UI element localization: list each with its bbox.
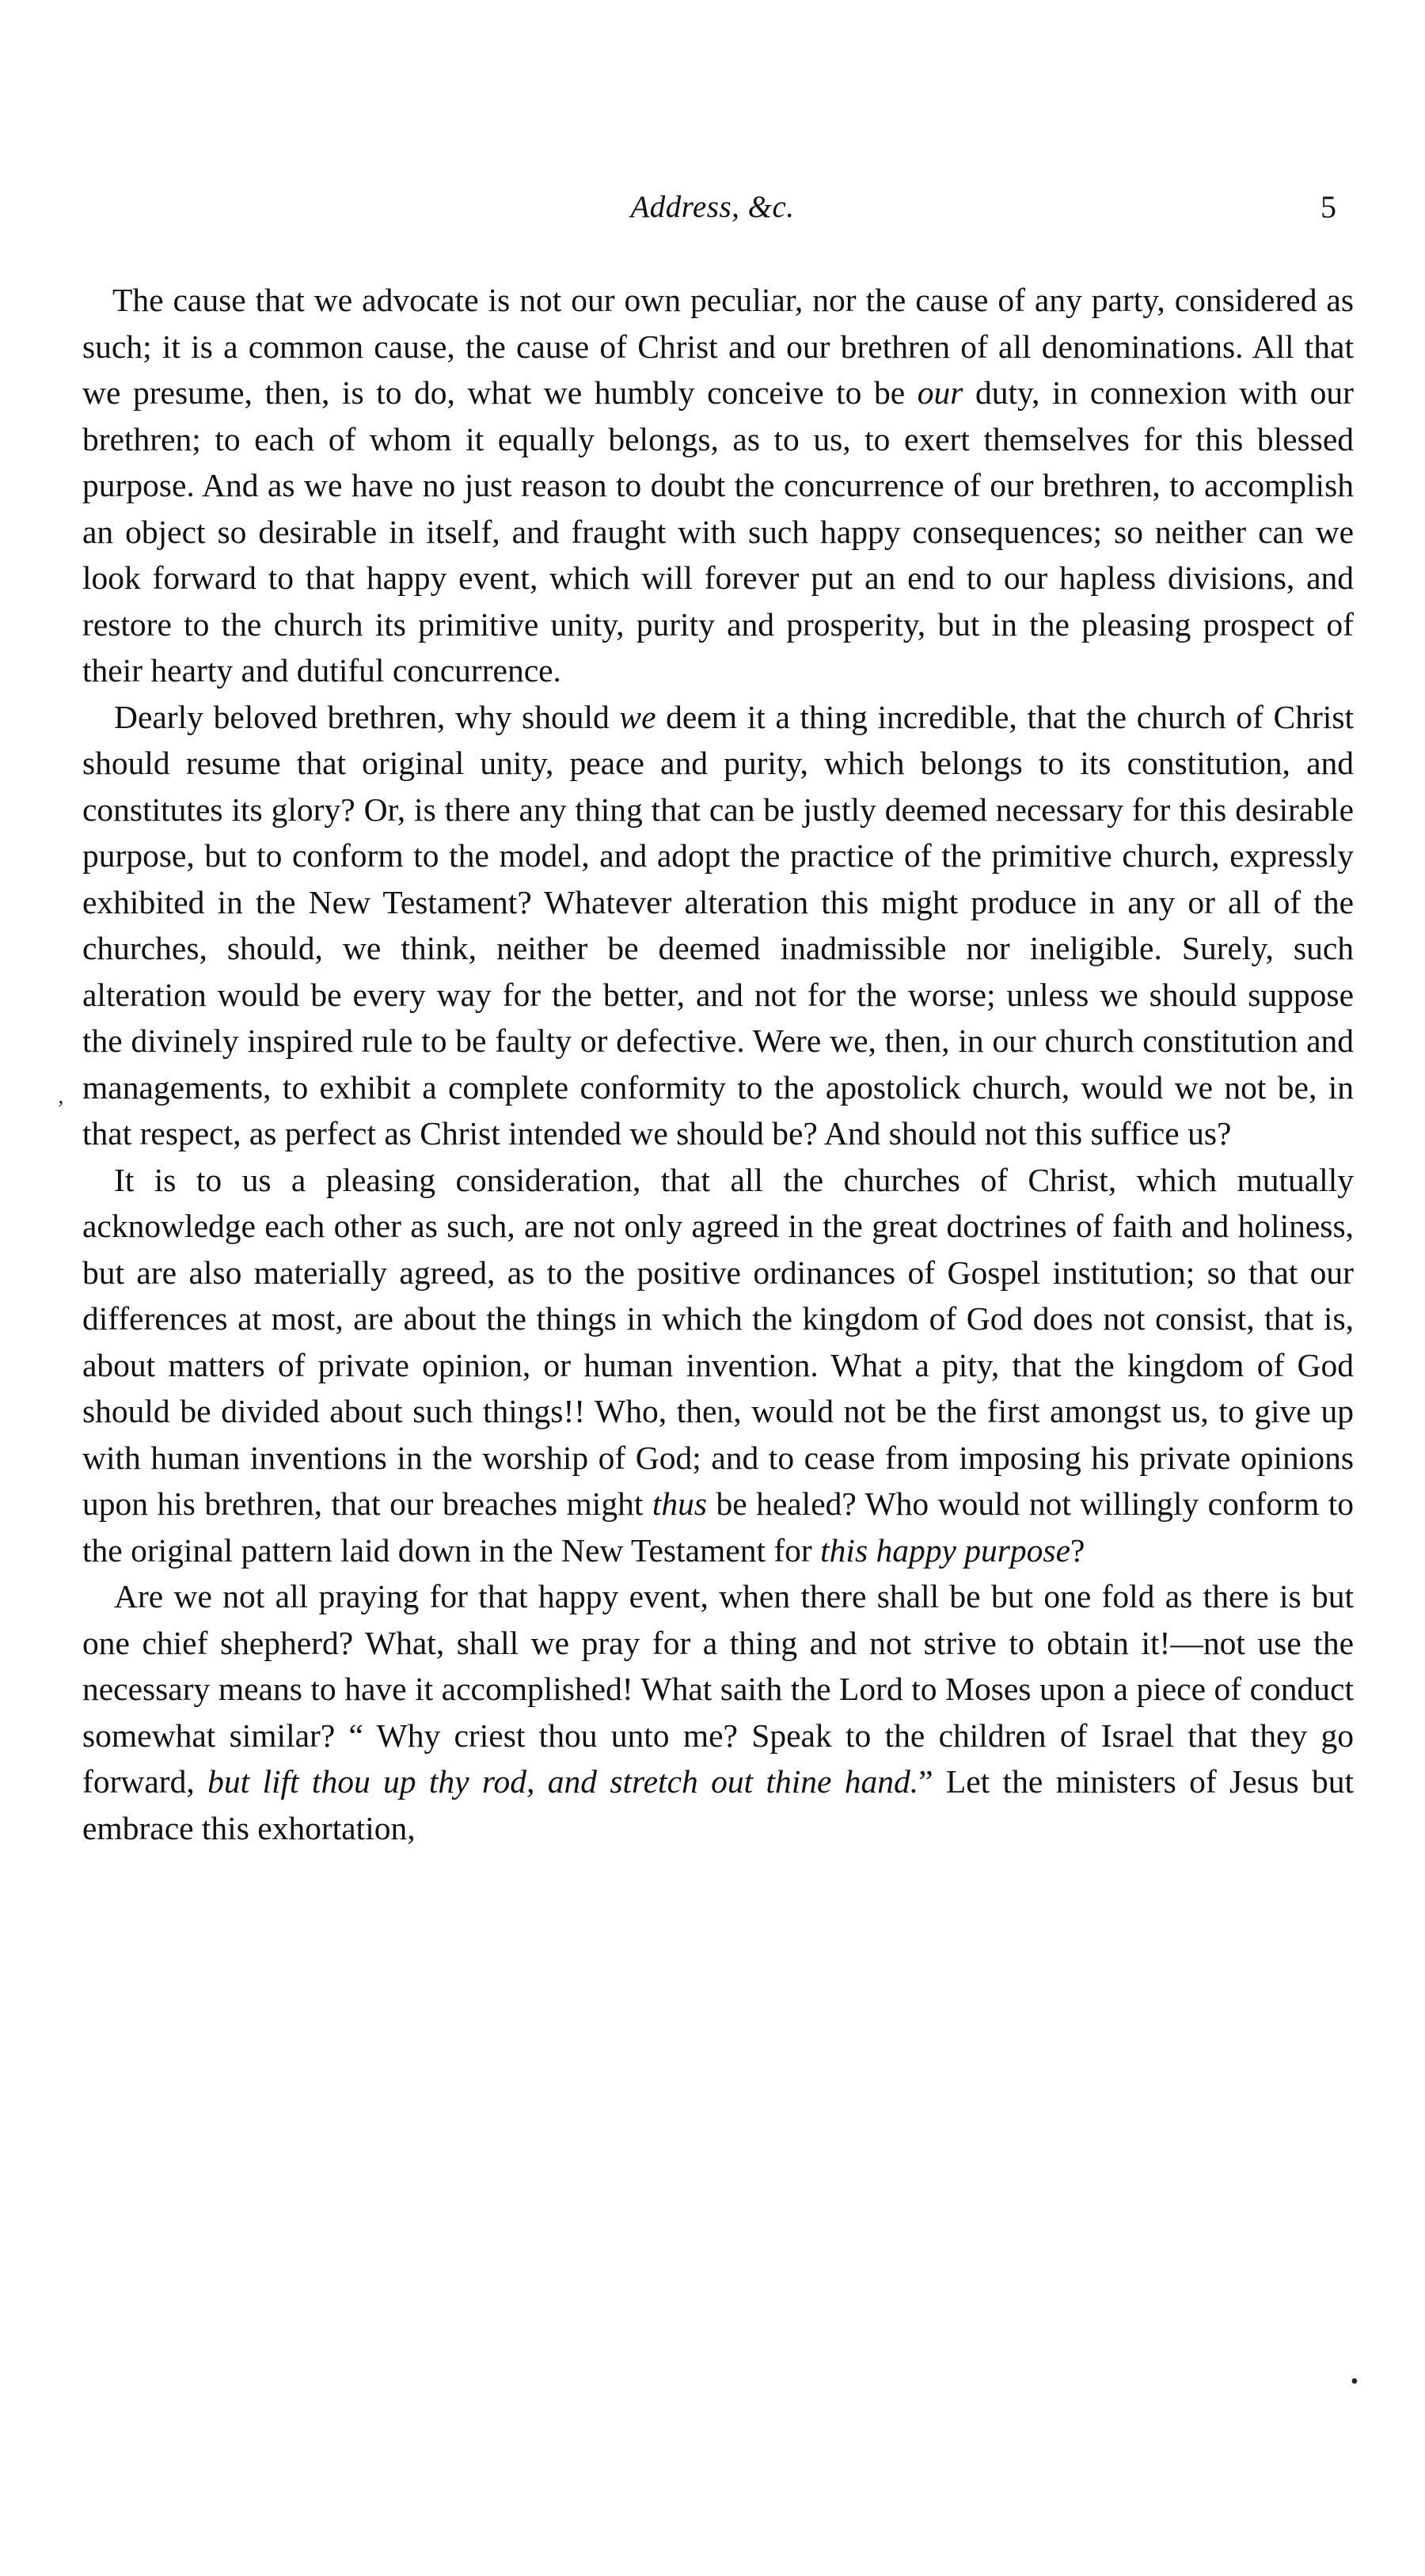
italic-text: this happy purpose — [820, 1531, 1070, 1569]
paragraph — [82, 1573, 1354, 1851]
text-run: Are we not all praying for that happy event, when there shall be but one fold as there is but one chief shepherd? What, shall we pray for a thing and not strive to obtain it!—not use the necessary means to have it accomplished! What saith the Lord to Moses upon a piece of conduct somewhat similar? “ Why criest thou unto me? Speak to the children of Israel that they go forward, — [82, 1578, 1354, 1800]
text-run: be healed? Who would not willingly conform to the original pattern laid down in the New Testament for — [82, 1485, 1354, 1569]
text-run: ” Let the ministers of Jesus but embrace this exhortation, — [82, 1763, 1354, 1846]
text-run: The cause that we advocate is not our own peculiar, nor the cause of any party, considered as such; it is a common cause, the cause of Christ and our brethren of all denominations. All that we presume, then, is to do, what we humbly conceive to be — [82, 282, 1354, 411]
italic-text: thus — [652, 1485, 707, 1522]
paragraph — [82, 277, 1354, 694]
body-text — [82, 277, 1354, 1851]
text-run: It is to us a pleasing consideration, that all the churches of Christ, which mutually acknowledge each other as such, are not only agreed in the great doctrines of faith and holiness, but are also materially agreed, as to the positive ordinances of Gospel institution; so that our differences at most, are about the things in which the kingdom of God does not consist, that is, about matters of private opinion, or human invention. What a pity, that the kingdom of God should be divided about such things!! Who, then, would not be the first amongst us, to give up with human inventions in the worship of God; and to cease from imposing his private opinions upon his brethren, that our breaches might — [82, 1161, 1354, 1522]
paragraph — [82, 694, 1354, 1157]
italic-text: our — [917, 374, 963, 411]
running-head: Address, &c. — [630, 190, 795, 224]
italic-text: we — [619, 698, 656, 735]
page-number: 5 — [1320, 189, 1336, 225]
italic-text: but lift thou up thy rod, and stretch out thine hand. — [207, 1763, 919, 1800]
text-run: duty, in connexion with our brethren; to each of whom it equally belongs, as to us, to exert themselves for this blessed purpose. And as we have no just reason to doubt the concurrence of our brethren, to accomplish an object so desirable in itself, and fraught with such happy consequences; so neither can we look forward to that happy event, which will forever put an end to our hapless divisions, and restore to the church its primitive unity, purity and prosperity, but in the pleasing prospect of their hearty and dutiful concurrence. — [82, 374, 1354, 689]
text-run: ? — [1070, 1531, 1085, 1569]
text-run: deem it a thing incredible, that the church of Christ should resume that original unity, peace and purity, which belongs to its constitution, and constitutes its glory? Or, is there any thing that can be justly deemed necessary for this desirable purpose, but to conform to the model, and adopt the practice of the primitive church, expressly exhibited in the New Testament? Whatever alteration this might produce in any or all of the churches, should, we think, neither be deemed inadmissible nor ineligible. Surely, such alteration would be every way for the better, and not for the worse; unless we should suppose the divinely inspired rule to be faulty or defective. Were we, then, in our church constitution and managements, to exhibit a complete conformity to the apostolick church, would we not be, in that respect, as perfect as Christ intended we should be? And should not this suffice us? — [82, 698, 1354, 1151]
page-header — [0, 184, 1425, 231]
stray-mark: • — [1351, 2369, 1358, 2394]
paragraph — [82, 1157, 1354, 1574]
text-run: Dearly beloved brethren, why should — [114, 698, 620, 735]
stray-mark: ʼ — [57, 1097, 65, 1121]
